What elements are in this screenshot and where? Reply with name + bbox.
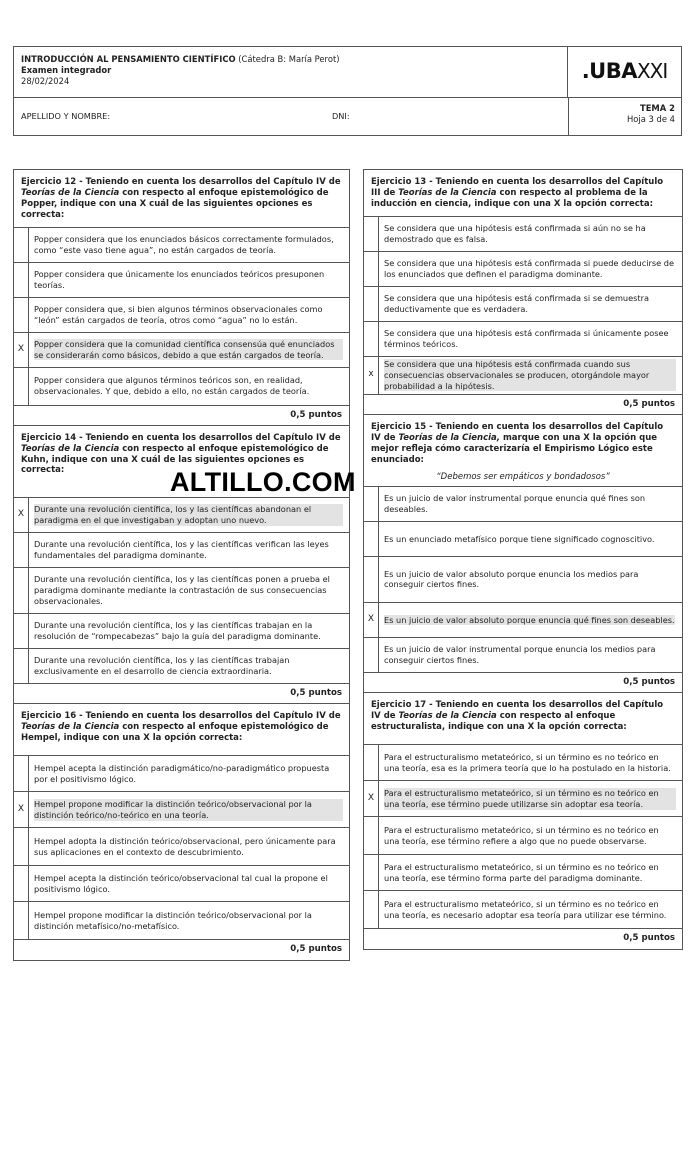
option-row[interactable] [364,855,682,891]
answer-mark-box[interactable] [14,533,29,567]
option-text: Durante una revolución científica, los y las científicas verifican las leyes fundamentales del paradigma dominante. [34,539,329,560]
option-text: Es un juicio de valor instrumental porque enuncia los medios para conseguir ciertos fines. [384,644,656,665]
option-row[interactable] [364,252,682,287]
page-indicator: Hoja 3 de 4 [627,114,675,125]
exam-header [13,46,682,136]
watermark: ALTILLO.COM [170,467,356,497]
option-text: Para el estructuralismo metateórico, si un término es no teórico en una teoría, es necesario adoptar esa teoría para utilizar ese término. [384,898,667,920]
option-row[interactable] [14,533,349,568]
logo-suffix: XXI [636,59,668,84]
option-text: Durante una revolución científica, los y las científicas trabajan exclusivamente en el desarrollo de ciencia extraordinaria. [34,655,290,676]
option-text: Para el estructuralismo metateórico, si un término es no teórico en una teoría, ese término forma parte del paradigma dominante. [384,861,659,883]
tema-label: TEMA 2 [640,103,675,113]
exercise-16 [14,704,349,959]
option-text: Durante una revolución científica, los y las científicas abandonan el paradigma en el que investigaban y adoptan uno nuevo. [29,498,349,532]
answer-mark-box[interactable] [14,614,29,648]
quote: “Debemos ser empáticos y bondadosos” [436,472,610,483]
option-text: Se considera que una hipótesis está confirmada cuando sus consecuencias observacionales se producen, otorgándole mayor probabilidad a la hipótesis. [379,357,682,394]
answer-mark-box[interactable] [14,228,29,262]
option-row[interactable] [14,333,349,368]
exercise-12 [14,170,349,426]
option-text: Es un juicio de valor absoluto porque enuncia los medios para conseguir ciertos fines. [384,568,639,590]
answer-mark-box[interactable] [14,298,29,332]
option-text: Hempel acepta la distinción paradigmático/no-paradigmático propuesta por el positivismo lógico. [34,762,330,784]
option-row[interactable] [364,487,682,522]
answer-mark-box[interactable] [364,855,379,890]
answer-mark-box[interactable]: X [14,498,29,532]
answer-mark-box[interactable] [14,649,29,683]
answer-mark-box[interactable]: X [14,792,29,827]
answer-mark-box[interactable] [364,287,379,321]
option-row[interactable] [14,498,349,533]
exercise-heading: Ejercicio 14 - Teniendo en cuenta los desarrollos del Capítulo IV de Teorías de la Ciencia con respecto al enfoque epistemológico de Kuhn, indique con una X cuál de las siguientes opciones es correcta: [14,426,349,498]
option-row[interactable] [14,902,349,940]
points-label: 0,5 puntos [290,944,342,955]
option-text: Hempel acepta la distinción teórico/observacional tal cual la propone el positivismo lógico. [34,872,328,894]
option-text: Para el estructuralismo metateórico, si un término es no teórico en una teoría, ese término puede utilizarse sin adoptar esa teoría. [379,781,682,816]
option-row[interactable] [364,217,682,252]
option-row[interactable] [14,368,349,406]
points-label: 0,5 puntos [623,933,675,944]
points-label: 0,5 puntos [290,409,342,420]
option-text: Popper considera que únicamente los enunciados teóricos presuponen teorías. [34,268,325,290]
course-title: INTRODUCCIÓN AL PENSAMIENTO CIENTÍFICO [21,54,236,64]
option-text: Popper considera que los enunciados básicos correctamente formulados, como “este vaso tiene agua”, no están cargados de teoría. [34,233,334,255]
exercise-heading: Ejercicio 15 - Teniendo en cuenta los desarrollos del Capítulo IV de Teorías de la Ciencia, marque con una X la opción que mejor refleja cómo caracterizaría el Empirismo Lógico este enunciado: “Debemos ser empáticos y bondadosos” [364,415,682,487]
answer-mark-box[interactable] [364,487,379,521]
option-row[interactable] [364,557,682,603]
catedra: (Cátedra B: María Perot) [238,54,340,64]
option-text: Popper considera que algunos términos teóricos son, en realidad, observacionales. Y que, debido a ello, no están cargados de teoría. [34,375,310,396]
left-column [13,169,350,961]
option-row[interactable] [364,781,682,817]
answer-mark-box[interactable] [14,263,29,297]
exercise-heading: Ejercicio 17 - Teniendo en cuenta los desarrollos del Capítulo IV de Teorías de la Ciencia con respecto al enfoque estructuralista, indique con una X la opción correcta: [364,693,682,745]
option-text: Es un juicio de valor absoluto porque enuncia qué fines son deseables. [384,614,675,625]
name-label: APELLIDO Y NOMBRE: [21,111,111,121]
option-text: Es un enunciado metafísico porque tiene significado cognoscitivo. [384,533,655,544]
option-row[interactable] [364,357,682,395]
exercise-13 [364,170,682,415]
answer-mark-box[interactable] [14,828,29,865]
option-row[interactable] [14,228,349,263]
option-text: Hempel propone modificar la distinción teórico/observacional por la distinción metafísico/no-metafísico. [34,909,312,931]
option-row[interactable] [14,756,349,792]
option-text: Se considera que una hipótesis está confirmada si se demuestra deductivamente que es verdadera. [384,292,650,314]
answer-mark-box[interactable] [364,252,379,286]
answer-mark-box[interactable] [14,368,29,405]
option-row[interactable] [14,828,349,866]
answer-mark-box[interactable] [364,817,379,854]
option-row[interactable] [364,891,682,929]
answer-mark-box[interactable] [364,891,379,928]
exercise-17 [364,693,682,948]
option-text: Hempel propone modificar la distinción teórico/observacional por la distinción teórico/no-teórico en una teoría. [29,792,349,827]
option-row[interactable] [14,568,349,614]
option-row[interactable] [364,638,682,673]
answer-mark-box[interactable]: X [364,781,379,816]
dni-label: DNI: [332,111,350,121]
option-row[interactable] [14,614,349,649]
option-row[interactable] [14,298,349,333]
answer-mark-box[interactable] [364,322,379,356]
option-text: Popper considera que, si bien algunos términos observacionales como “león” están cargados de teoría, otros como “agua” no lo están. [34,303,323,325]
option-row[interactable] [364,603,682,638]
exercise-15 [364,415,682,693]
answer-mark-box[interactable] [364,522,379,556]
answer-mark-box[interactable] [14,568,29,613]
points-label: 0,5 puntos [623,398,675,409]
exercise-heading: Ejercicio 13 - Teniendo en cuenta los desarrollos del Capítulo III de Teorías de la Ciencia con respecto al problema de la inducción en ciencia, indique con una X la opción correcta: [364,170,682,217]
option-text: Para el estructuralismo metateórico, si un término es no teórico en una teoría, esa es la primera teoría que lo ha postulado en la historia. [384,751,671,773]
exam-date: 28/02/2024 [21,76,70,87]
answer-mark-box[interactable] [14,902,29,939]
option-text: Durante una revolución científica, los y las científicas ponen a prueba el paradigma dominante mediante la contrastación de sus consecuencias observacionales. [34,574,330,606]
option-text: Hempel adopta la distinción teórico/observacional, pero únicamente para sus aplicaciones en el contexto de descubrimiento. [34,835,336,857]
uba-logo [568,47,681,98]
answer-mark-box[interactable]: X [364,603,379,637]
exam-type: Examen integrador [21,65,112,76]
course-info [14,47,568,98]
right-column [363,169,683,950]
option-row[interactable] [364,817,682,855]
points-label: 0,5 puntos [623,676,675,687]
option-text: Para el estructuralismo metateórico, si un término es no teórico en una teoría, ese término refiere a algo que no puede observarse. [384,824,659,846]
option-text: Durante una revolución científica, los y las científicas trabajan en la resolución de “rompecabezas” bajo la guía del paradigma dominante. [34,620,321,641]
answer-mark-box[interactable]: X [14,333,29,367]
option-row[interactable] [14,866,349,902]
answer-mark-box[interactable] [14,756,29,791]
option-text: Se considera que una hipótesis está confirmada si únicamente posee términos teóricos. [384,327,669,349]
answer-mark-box[interactable]: x [364,357,379,394]
option-row[interactable] [14,792,349,828]
option-row[interactable] [14,649,349,684]
option-row[interactable] [364,287,682,322]
option-row[interactable] [364,322,682,357]
logo-main: .UBA [581,59,637,84]
points-label: 0,5 puntos [290,687,342,698]
option-text: Popper considera que la comunidad científica consensúa qué enunciados se considerarán como básicos, debido a que están cargados de teoría. [29,333,349,367]
option-row[interactable] [14,263,349,298]
exercise-heading: Ejercicio 16 - Teniendo en cuenta los desarrollos del Capítulo IV de Teorías de la Ciencia con respecto al enfoque epistemológico de Hempel, indique con una X la opción correcta: [14,704,349,756]
tema-info [627,103,675,125]
answer-mark-box[interactable] [14,866,29,901]
option-text: Es un juicio de valor instrumental porque enuncia qué fines son deseables. [384,493,646,514]
answer-mark-box[interactable] [364,217,379,251]
answer-mark-box[interactable] [364,557,379,602]
option-text: Se considera que una hipótesis está confirmada si aún no se ha demostrado que es falsa. [384,222,646,244]
answer-mark-box[interactable] [364,638,379,672]
option-row[interactable] [364,745,682,781]
option-text: Se considera que una hipótesis está confirmada si puede deducirse de los enunciados que definen el paradigma dominante. [384,257,674,279]
option-row[interactable] [364,522,682,557]
exercise-heading: Ejercicio 12 - Teniendo en cuenta los desarrollos del Capítulo IV de Teorías de la Ciencia con respecto al enfoque epistemológico de Popper, indique con una X cuál de las siguientes opciones es correcta: [14,170,349,228]
answer-mark-box[interactable] [364,745,379,780]
